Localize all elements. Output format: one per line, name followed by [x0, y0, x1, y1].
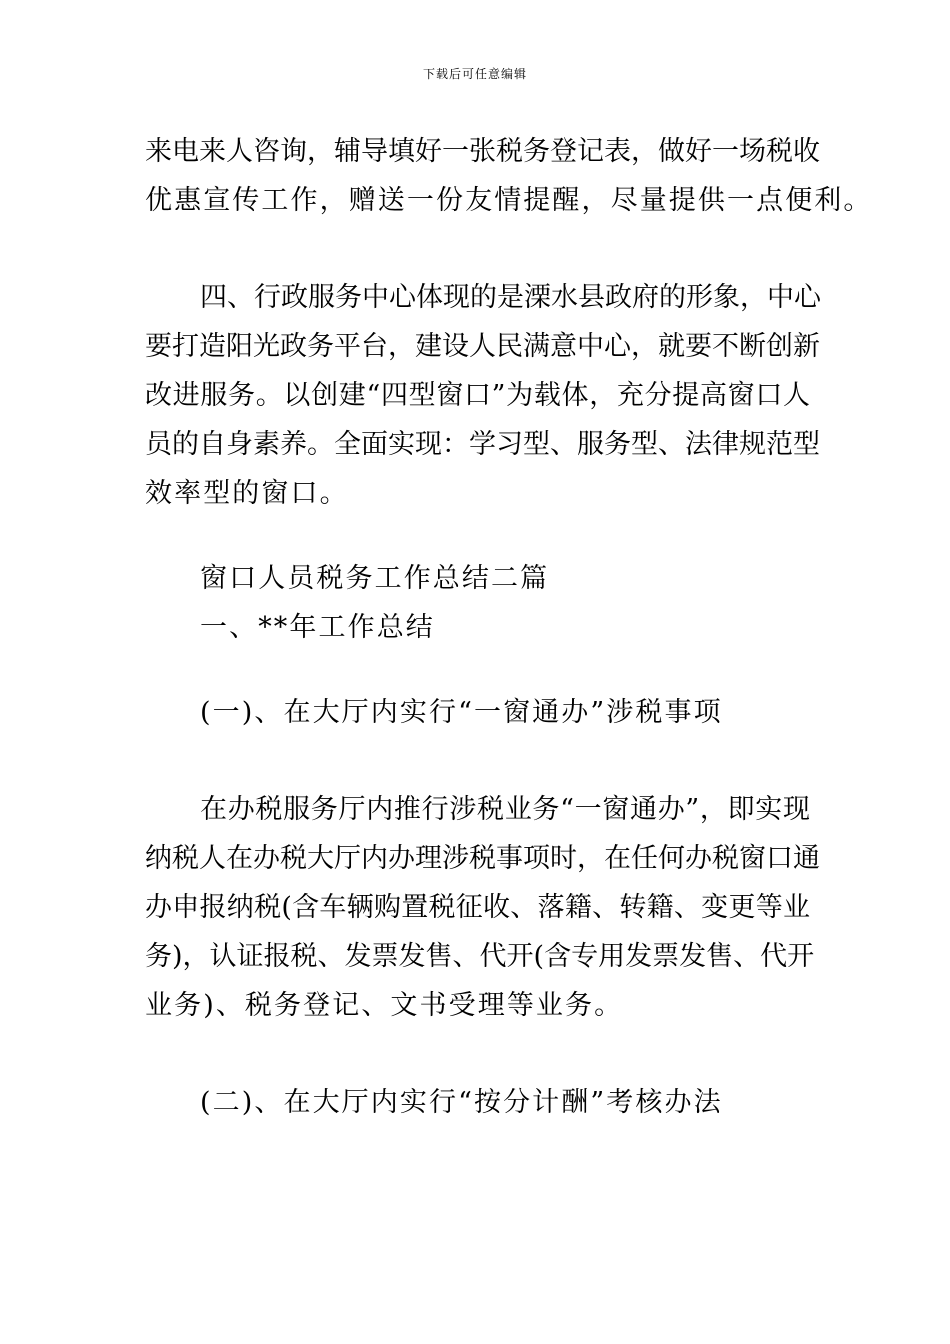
text-line: 员的自身素养。全面实现：学习型、服务型、法律规范型 — [145, 429, 820, 460]
paragraph-service-center — [145, 273, 821, 518]
paragraph-consultation — [145, 127, 873, 225]
document-body — [145, 127, 873, 1127]
text-line: 纳税人在办税大厅内办理涉税事项时，在任何办税窗口通 — [145, 843, 820, 874]
text-line: 四、行政服务中心体现的是溧水县政府的形象，中心 — [200, 282, 821, 313]
paragraph-one-window — [145, 785, 820, 1030]
text-line: 要打造阳光政务平台，建设人民满意中心，就要不断创新 — [145, 331, 820, 362]
text-line: 务)，认证报税、发票发售、代开(含专用发票发售、代开 — [145, 941, 815, 972]
text-line: 改进服务。以创建“四型窗口”为载体，充分提高窗口人 — [145, 380, 810, 411]
text-line: 业务)、税务登记、文书受理等业务。 — [145, 990, 624, 1021]
subsection-heading: (一)、在大厅内实行“一窗通办”涉税事项 — [200, 697, 723, 728]
text-line: 优惠宣传工作，赠送一份友情提醒，尽量提供一点便利。 — [145, 185, 873, 216]
page-header-note: 下载后可任意编辑 — [422, 67, 527, 81]
subsection-heading: (二)、在大厅内实行“按分计酬”考核办法 — [200, 1087, 723, 1118]
text-line: 效率型的窗口。 — [145, 478, 349, 509]
text-line: 在办税服务厅内推行涉税业务“一窗通办”，即实现 — [200, 794, 810, 825]
section-heading: 一、**年工作总结 — [200, 612, 435, 643]
text-line: 来电来人咨询，辅导填好一张税务登记表，做好一场税收 — [145, 136, 820, 167]
text-line: 办申报纳税(含车辆购置税征收、落籍、转籍、变更等业 — [145, 892, 810, 923]
document-title: 窗口人员税务工作总结二篇 — [200, 563, 550, 594]
